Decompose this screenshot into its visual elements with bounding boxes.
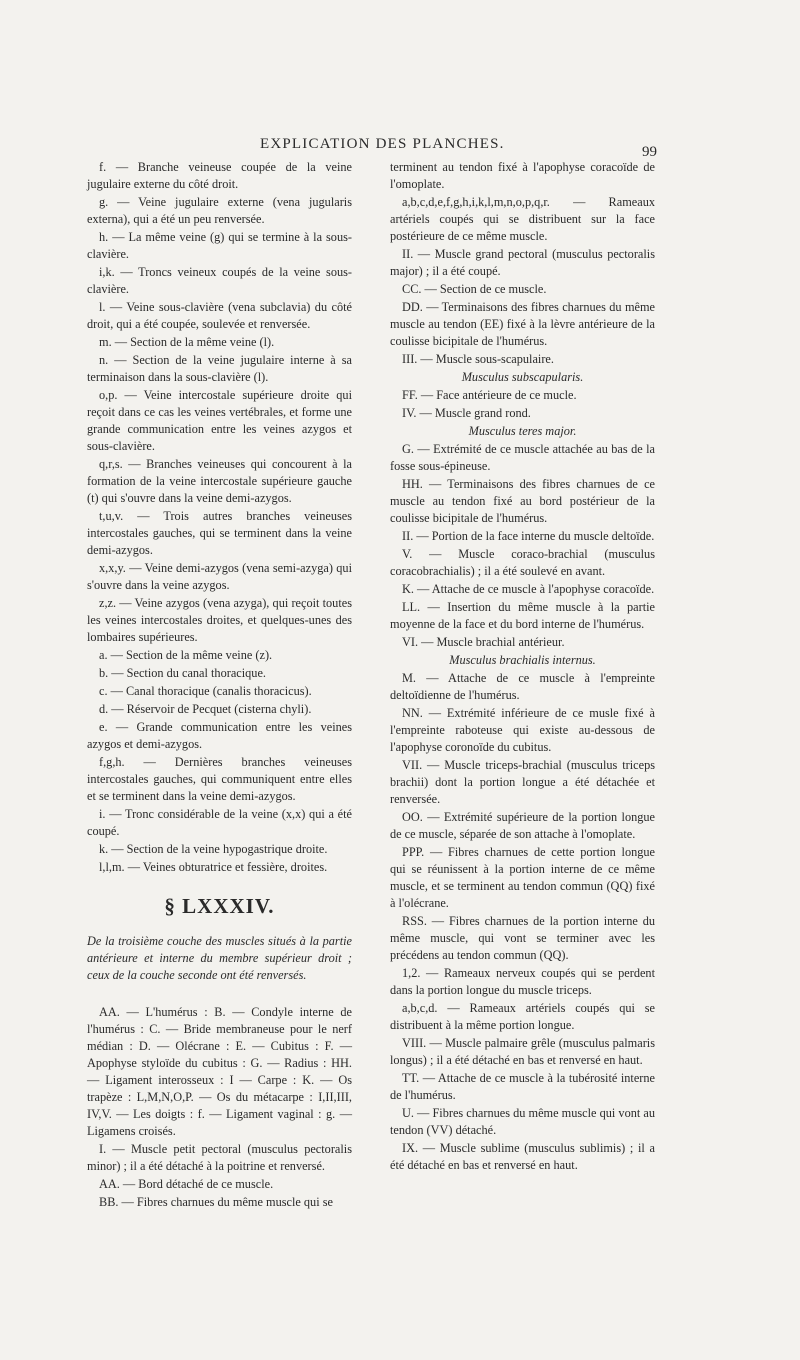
entry-e: e. — Grande communication entre les veines azygos et demi-azygos.	[87, 720, 352, 751]
entry-VI: VI. — Muscle brachial antérieur.	[402, 635, 565, 649]
entry-PPP: PPP. — Fibres charnues de cette portion longue qui se réunissent à la portion interne de ce même muscle, et se terminent au tendon commun (QQ) fixé à l'olécrane.	[390, 845, 655, 910]
entry-BB: BB. — Fibres charnues du même muscle qui se	[99, 1195, 333, 1209]
entry-continued: terminent au tendon fixé à l'apophyse coracoïde de l'omoplate.	[390, 160, 655, 191]
entry-n: n. — Section de la veine jugulaire interne à sa terminaison dans la sous-clavière (l).	[87, 353, 352, 384]
entry-III: III. — Muscle sous-scapulaire.	[402, 352, 554, 366]
right-column	[390, 159, 655, 1175]
entry-l: l. — Veine sous-clavière (vena subclavia) du côté droit, qui a été coupée, soulevée et renversée.	[87, 300, 352, 331]
latin-name: Musculus teres major.	[468, 424, 577, 438]
section-caption: De la troisième couche des muscles situés à la partie antérieure et interne du membre supérieur droit ; ceux de la couche seconde ont été renversés.	[87, 934, 352, 982]
latin-name: Musculus subscapularis.	[461, 370, 584, 384]
entry-LL: LL. — Insertion du même muscle à la partie moyenne de la face et du bord interne de l'humérus.	[390, 600, 655, 631]
entry-xxy: x,x,y. — Veine demi-azygos (vena semi-azyga) qui s'ouvre dans la veine azygos.	[87, 561, 352, 592]
entry-U: U. — Fibres charnues du même muscle qui vont au tendon (VV) détaché.	[390, 1106, 655, 1137]
entry-IX: IX. — Muscle sublime (musculus sublimis) ; il a été détaché en bas et renversé en haut.	[390, 1141, 655, 1172]
entry-i: i. — Tronc considérable de la veine (x,x) qui a été coupé.	[87, 807, 352, 838]
entry-a: a. — Section de la même veine (z).	[99, 648, 273, 662]
entry-llm: l,l,m. — Veines obturatrice et fessière, droites.	[99, 860, 328, 874]
entry-II: II. — Muscle grand pectoral (musculus pectoralis major) ; il a été coupé.	[390, 247, 655, 278]
entry-I: I. — Muscle petit pectoral (musculus pectoralis minor) ; il a été détaché à la poitrine et renversé.	[87, 1142, 352, 1173]
latin-name: Musculus brachialis internus.	[449, 653, 596, 667]
entry-b: b. — Section du canal thoracique.	[99, 666, 266, 680]
entry-CC: CC. — Section de ce muscle.	[402, 282, 547, 296]
entry-ik: i,k. — Troncs veineux coupés de la veine sous-clavière.	[87, 265, 352, 296]
entry-op: o,p. — Veine intercostale supérieure droite qui reçoit dans ce cas les veines vertébrales, et forme une grande communication entre les veines azygos et sous-clavière.	[87, 388, 352, 453]
entry-DD: DD. — Terminaisons des fibres charnues du même muscle au tendon (EE) fixé à la lèvre antérieure de la coulisse bicipitale de l'humérus.	[390, 300, 655, 348]
page-header	[0, 136, 800, 160]
entry-c: c. — Canal thoracique (canalis thoracicus).	[99, 684, 312, 698]
entry-NN: NN. — Extrémité inférieure de ce musle fixé à l'empreinte raboteuse qui existe au-dessous de l'apophyse coronoïde du cubitus.	[390, 706, 655, 754]
entry-FF: FF. — Face antérieure de ce mucle.	[402, 388, 577, 402]
entry-HH: HH. — Terminaisons des fibres charnues de ce muscle au tendon fixé au bord postérieur de la coulisse bicipitale de l'humérus.	[390, 477, 655, 525]
entry-fgh: f,g,h. — Dernières branches veineuses intercostales gauches, qui communiquent entre elles et se terminent dans la veine demi-azygos.	[87, 755, 352, 803]
page-number: 99	[642, 144, 657, 160]
entry-f: f. — Branche veineuse coupée de la veine jugulaire externe du côté droit.	[87, 160, 352, 191]
entry-II-deltoid: II. — Portion de la face interne du muscle deltoïde.	[402, 529, 655, 543]
entry-m: m. — Section de la même veine (l).	[99, 335, 275, 349]
entry-AA: AA. — Bord détaché de ce muscle.	[99, 1177, 274, 1191]
entry-12: 1,2. — Rameaux nerveux coupés qui se perdent dans la portion longue du muscle triceps.	[390, 966, 655, 997]
entry-qrs: q,r,s. — Branches veineuses qui concourent à la formation de la veine intercostale supérieure gauche (t) qui s'ouvre dans la veine demi-azygos.	[87, 457, 352, 505]
entry-K: K. — Attache de ce muscle à l'apophyse coracoïde.	[402, 582, 655, 596]
entry-h: h. — La même veine (g) qui se termine à la sous-clavière.	[87, 230, 352, 261]
entry-VIII: VIII. — Muscle palmaire grêle (musculus palmaris longus) ; il a été détaché en bas et renversé en haut.	[390, 1036, 655, 1067]
entry-k: k. — Section de la veine hypogastrique droite.	[99, 842, 328, 856]
entry-bones: AA. — L'humérus : B. — Condyle interne de l'humérus : C. — Bride membraneuse pour le nerf médian : D. — Olécrane : E. — Cubitus : F. — Apophyse styloïde du cubitus : G. — Radius : HH. — Ligament interosseux : I — Carpe : K. — Os trapèze : L,M,N,O,P. — Os du métacarpe : I,II,III, IV,V. — Les doigts : f. — Ligament vaginal : g. — Ligamens croisés.	[87, 1005, 352, 1138]
entry-g: g. — Veine jugulaire externe (vena jugularis externa), qui a été un peu renversée.	[87, 195, 352, 226]
entry-OO: OO. — Extrémité supérieure de la portion longue de ce muscle, séparée de son attache à l'omoplate.	[390, 810, 655, 841]
section-title: § LXXXIV.	[164, 894, 275, 918]
entry-tuv: t,u,v. — Trois autres branches veineuses intercostales gauches, qui se terminent dans la veine demi-azygos.	[87, 509, 352, 557]
entry-G: G. — Extrémité de ce muscle attachée au bas de la fosse sous-épineuse.	[390, 442, 655, 473]
entry-M: M. — Attache de ce muscle à l'empreinte deltoïdienne de l'humérus.	[390, 671, 655, 702]
entry-IV: IV. — Muscle grand rond.	[402, 406, 531, 420]
left-column	[87, 159, 352, 1212]
entry-zz: z,z. — Veine azygos (vena azyga), qui reçoit toutes les veines intercostales droites, et quelques-unes des lombaires supérieures.	[87, 596, 352, 644]
entry-RSS: RSS. — Fibres charnues de la portion interne du même muscle, qui vont se terminer avec les précédens au tendon commun (QQ).	[390, 914, 655, 962]
entry-abcd: a,b,c,d. — Rameaux artériels coupés qui se distribuent à la même portion longue.	[390, 1001, 655, 1032]
entry-abc-arteries: a,b,c,d,e,f,g,h,i,k,l,m,n,o,p,q,r. — Rameaux artériels coupés qui se distribuent sur la face postérieure de ce même muscle.	[390, 195, 655, 243]
entry-VII: VII. — Muscle triceps-brachial (musculus triceps brachii) dont la portion longue a été détachée et renversée.	[390, 758, 655, 806]
entry-d: d. — Réservoir de Pecquet (cisterna chyli).	[99, 702, 312, 716]
entry-V: V. — Muscle coraco-brachial (musculus coracobrachialis) ; il a été soulevé en avant.	[390, 547, 655, 578]
running-title: EXPLICATION DES PLANCHES.	[260, 136, 505, 152]
entry-TT: TT. — Attache de ce muscle à la tubérosité interne de l'humérus.	[390, 1071, 655, 1102]
